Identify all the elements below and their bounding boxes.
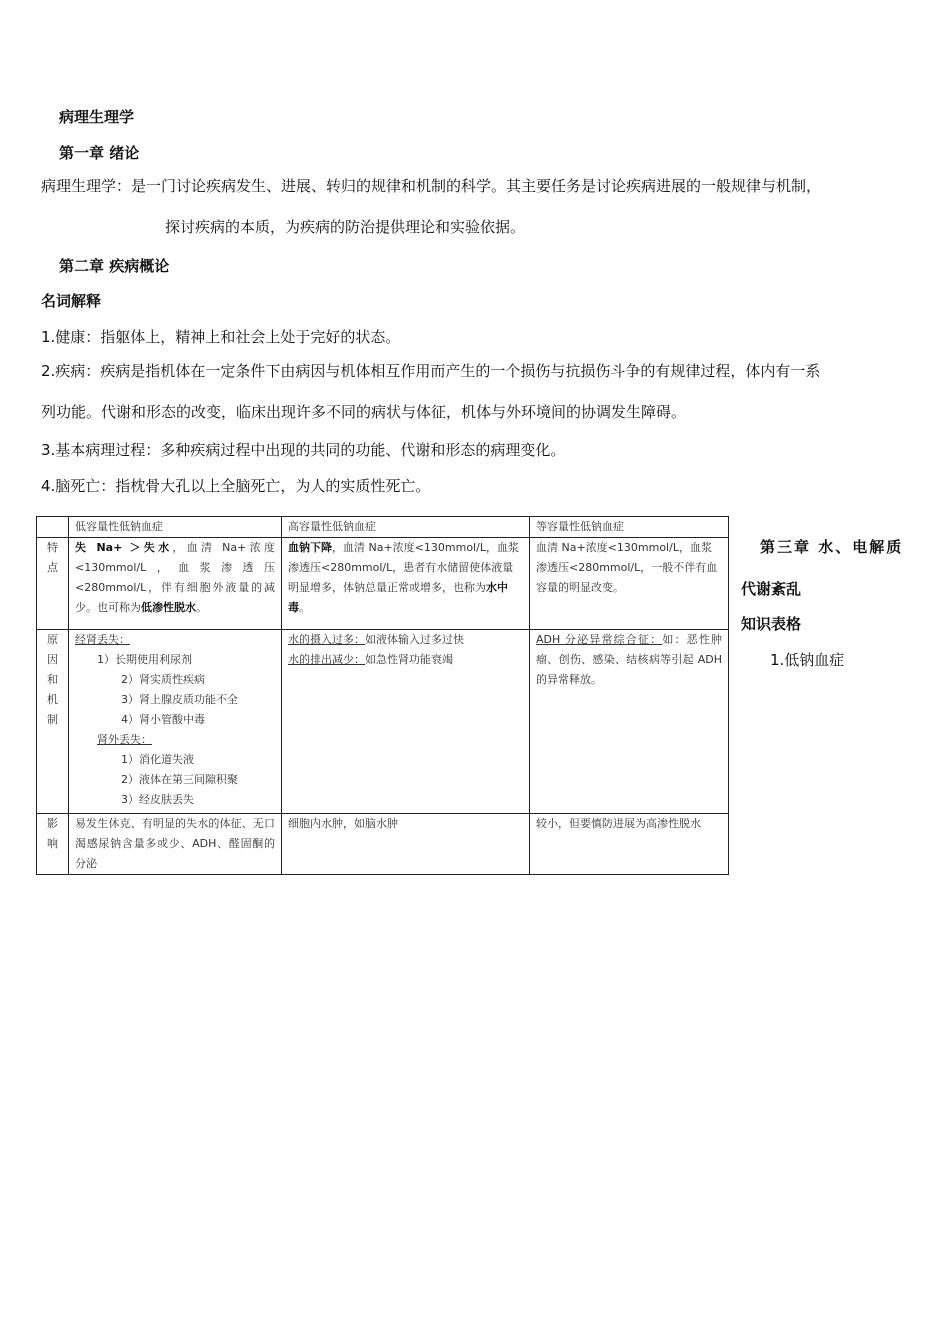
cell-effects-hypervolemic: 细胞内水肿，如脑水肿 (282, 814, 530, 875)
header-cell-empty (37, 517, 69, 538)
header-hypovolemic: 低容量性低钠血症 (69, 517, 282, 538)
cell-causes-hypervolemic: 水的摄入过多：如液体输入过多过快 水的排出减少：如急性肾功能衰竭 (282, 630, 530, 814)
term-disease-line2: 列功能。代谢和形态的改变，临床出现许多不同的病状与体征，机体与外环境间的协调发生障碍。 (41, 403, 687, 421)
chapter3-title-line1: 第三章 水、电解质 (760, 538, 904, 556)
header-hypervolemic: 高容量性低钠血症 (282, 517, 530, 538)
chapter1-title: 第一章 绪论 (59, 144, 140, 162)
row-label-causes: 原 因 和 机 制 (37, 630, 69, 814)
chapter3-title-line2: 代谢紊乱 (741, 580, 802, 598)
section-knowledge-table: 知识表格 (741, 615, 802, 633)
section-terms: 名词解释 (41, 292, 102, 310)
cell-effects-euvolemic: 较小，但要慎防进展为高渗性脱水 (530, 814, 729, 875)
hyponatremia-table (36, 516, 729, 875)
table-row-effects (37, 814, 729, 875)
definition-line1: 病理生理学：是一门讨论疾病发生、进展、转归的规律和机制的科学。其主要任务是讨论疾病进展的一般规律与机制， (41, 177, 822, 195)
cell-features-hypervolemic: 血钠下降，血清 Na+浓度<130mmol/L，血浆渗透压<280mmol/L，患者有水储留使体液量明显增多，体钠总量正常或增多，也称为水中毒。 (282, 538, 530, 630)
row-label-features: 特 点 (37, 538, 69, 630)
definition-line2: 探讨疾病的本质，为疾病的防治提供理论和实验依据。 (165, 218, 526, 236)
cell-features-euvolemic: 血清 Na+浓度<130mmol/L，血浆渗透压<280mmol/L，一般不伴有血容量的明显改变。 (530, 538, 729, 630)
cell-features-hypovolemic: 失 Na+ ＞失水，血清 Na+浓度<130mmol/L，血浆渗透压<280mmol/L，伴有细胞外液量的减少。也可称为低渗性脱水。 (69, 538, 282, 630)
term-basic-process: 3.基本病理过程：多种疾病过程中出现的共同的功能、代谢和形态的病理变化。 (41, 441, 566, 459)
chapter1-definition (41, 166, 921, 248)
term-health: 1.健康：指躯体上，精神上和社会上处于完好的状态。 (41, 328, 401, 346)
table-header-row (37, 517, 729, 538)
table-row-features (37, 538, 729, 630)
doc-title: 病理生理学 (59, 108, 135, 126)
chapter2-title: 第二章 疾病概论 (59, 257, 170, 275)
cell-causes-hypovolemic: 经肾丢失： 1）长期使用利尿剂 2）肾实质性疾病 3）肾上腺皮质功能不全 4）肾小管酸中毒 肾外丢失： 1）消化道失液 2）液体在第三间隙积聚 3）经皮肤丢失 (69, 630, 282, 814)
term-disease-line1: 2.疾病：疾病是指机体在一定条件下由病因与机体相互作用而产生的一个损伤与抗损伤斗争的有规律过程，体内有一系 (41, 362, 821, 380)
cell-causes-euvolemic: ADH 分泌异常综合征：如：恶性肿瘤、创伤、感染、结核病等引起 ADH 的异常释放。 (530, 630, 729, 814)
row-label-effects: 影 响 (37, 814, 69, 875)
header-euvolemic: 等容量性低钠血症 (530, 517, 729, 538)
term-disease (41, 351, 921, 433)
cell-effects-hypovolemic: 易发生休克、有明显的失水的体征、无口渴感尿钠含量多或少、ADH、醛固酮的分泌 (69, 814, 282, 875)
table-row-causes (37, 630, 729, 814)
subsection-hyponatremia: 1.低钠血症 (770, 651, 845, 669)
term-brain-death: 4.脑死亡：指枕骨大孔以上全脑死亡，为人的实质性死亡。 (41, 477, 431, 495)
